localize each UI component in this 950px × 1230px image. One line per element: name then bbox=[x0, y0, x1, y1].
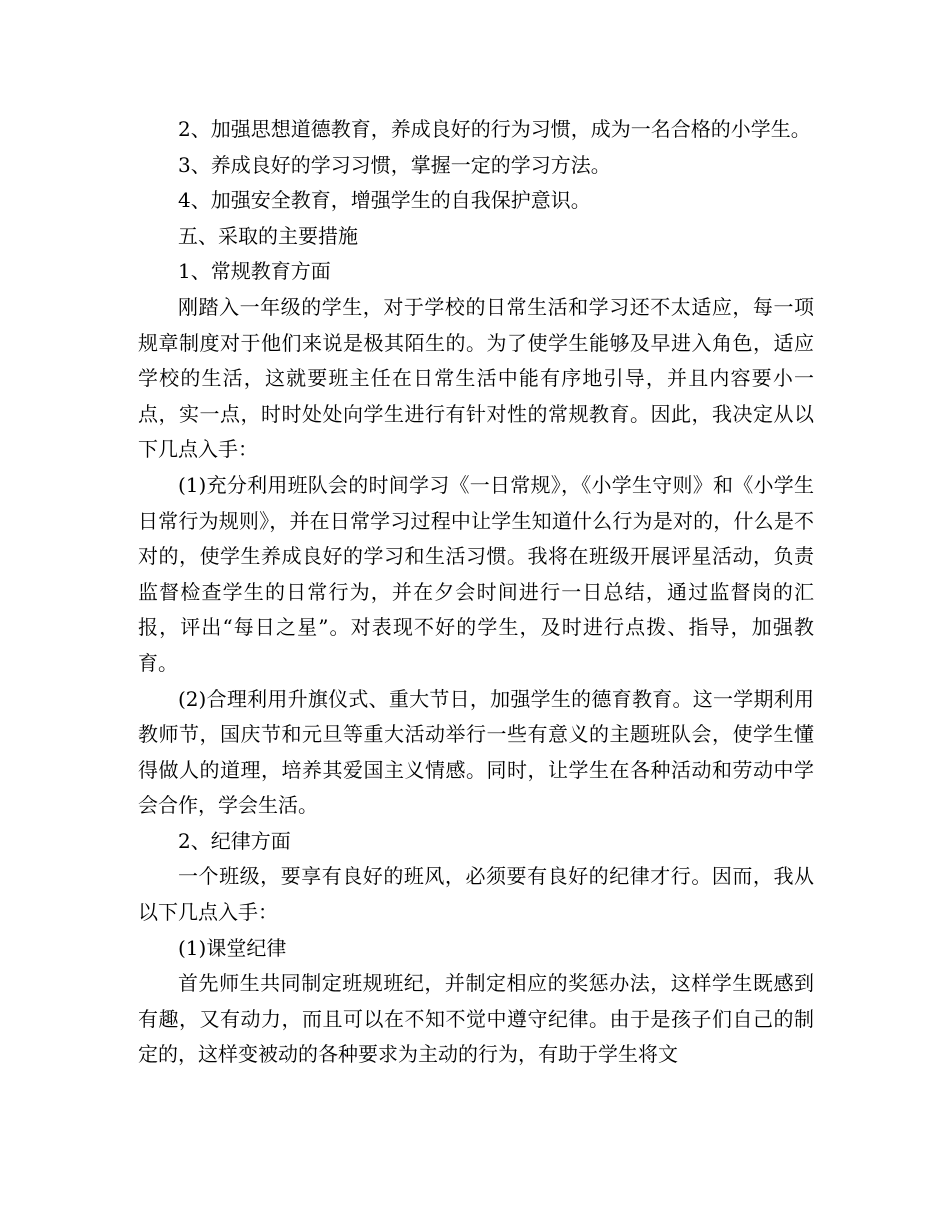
paragraph-goal-2: 2、加强思想道德教育，养成良好的行为习惯，成为一名合格的小学生。 bbox=[178, 117, 811, 141]
paragraph-routine-item-1: (1)充分利用班队会的时间学习《一日常规》，《小学生守则》和《小学生日常行为规则》，并在日常学习过程中让学生知道什么行为是对的，什么是不对的，使学生养成良好的学习和生活习惯。我将在班级开展评星活动，负责监督检查学生的日常行为，并在夕会时间进行一日总结，通过监督岗的汇报，评出“每日之星”。对表现不好的学生，及时进行点拨、指导，加强教育。 bbox=[138, 472, 814, 675]
subheading-classroom-discipline: (1)课堂纪律 bbox=[178, 935, 287, 960]
subheading-discipline: 2、纪律方面 bbox=[178, 828, 291, 853]
paragraph-routine-item-2: (2)合理利用升旗仪式、重大节日，加强学生的德育教育。这一学期利用教师节，国庆节和元旦等重大活动举行一些有意义的主题班队会，使学生懂得做人的道理，培养其爱国主义情感。同时，让学生在各种活动和劳动中学会合作，学会生活。 bbox=[138, 686, 814, 818]
section-heading-measures: 五、采取的主要措施 bbox=[178, 223, 358, 248]
paragraph-routine-intro: 刚踏入一年级的学生，对于学校的日常生活和学习还不太适应，每一项规章制度对于他们来说是极其陌生的。为了使学生能够及早进入角色，适应学校的生活，这就要班主任在日常生活中能有序地引导，并且内容要小一点，实一点，时时处处向学生进行有针对性的常规教育。因此，我决定从以下几点入手： bbox=[138, 294, 814, 462]
subheading-routine-education: 1、常规教育方面 bbox=[178, 259, 331, 284]
paragraph-discipline-intro: 一个班级，要享有良好的班风，必须要有良好的纪律才行。因而，我从以下几点入手： bbox=[138, 864, 814, 925]
document-body bbox=[138, 112, 814, 1073]
paragraph-goal-4: 4、加强安全教育，增强学生的自我保护意识。 bbox=[178, 188, 591, 213]
paragraph-goal-3: 3、养成良好的学习习惯，掌握一定的学习方法。 bbox=[178, 152, 611, 177]
paragraph-classroom-discipline: 首先师生共同制定班规班纪，并制定相应的奖惩办法，这样学生既感到有趣，又有动力，而且可以在不知不觉中遵守纪律。由于是孩子们自己的制定的，这样变被动的各种要求为主动的行为，有助于学生将文 bbox=[138, 971, 814, 1067]
